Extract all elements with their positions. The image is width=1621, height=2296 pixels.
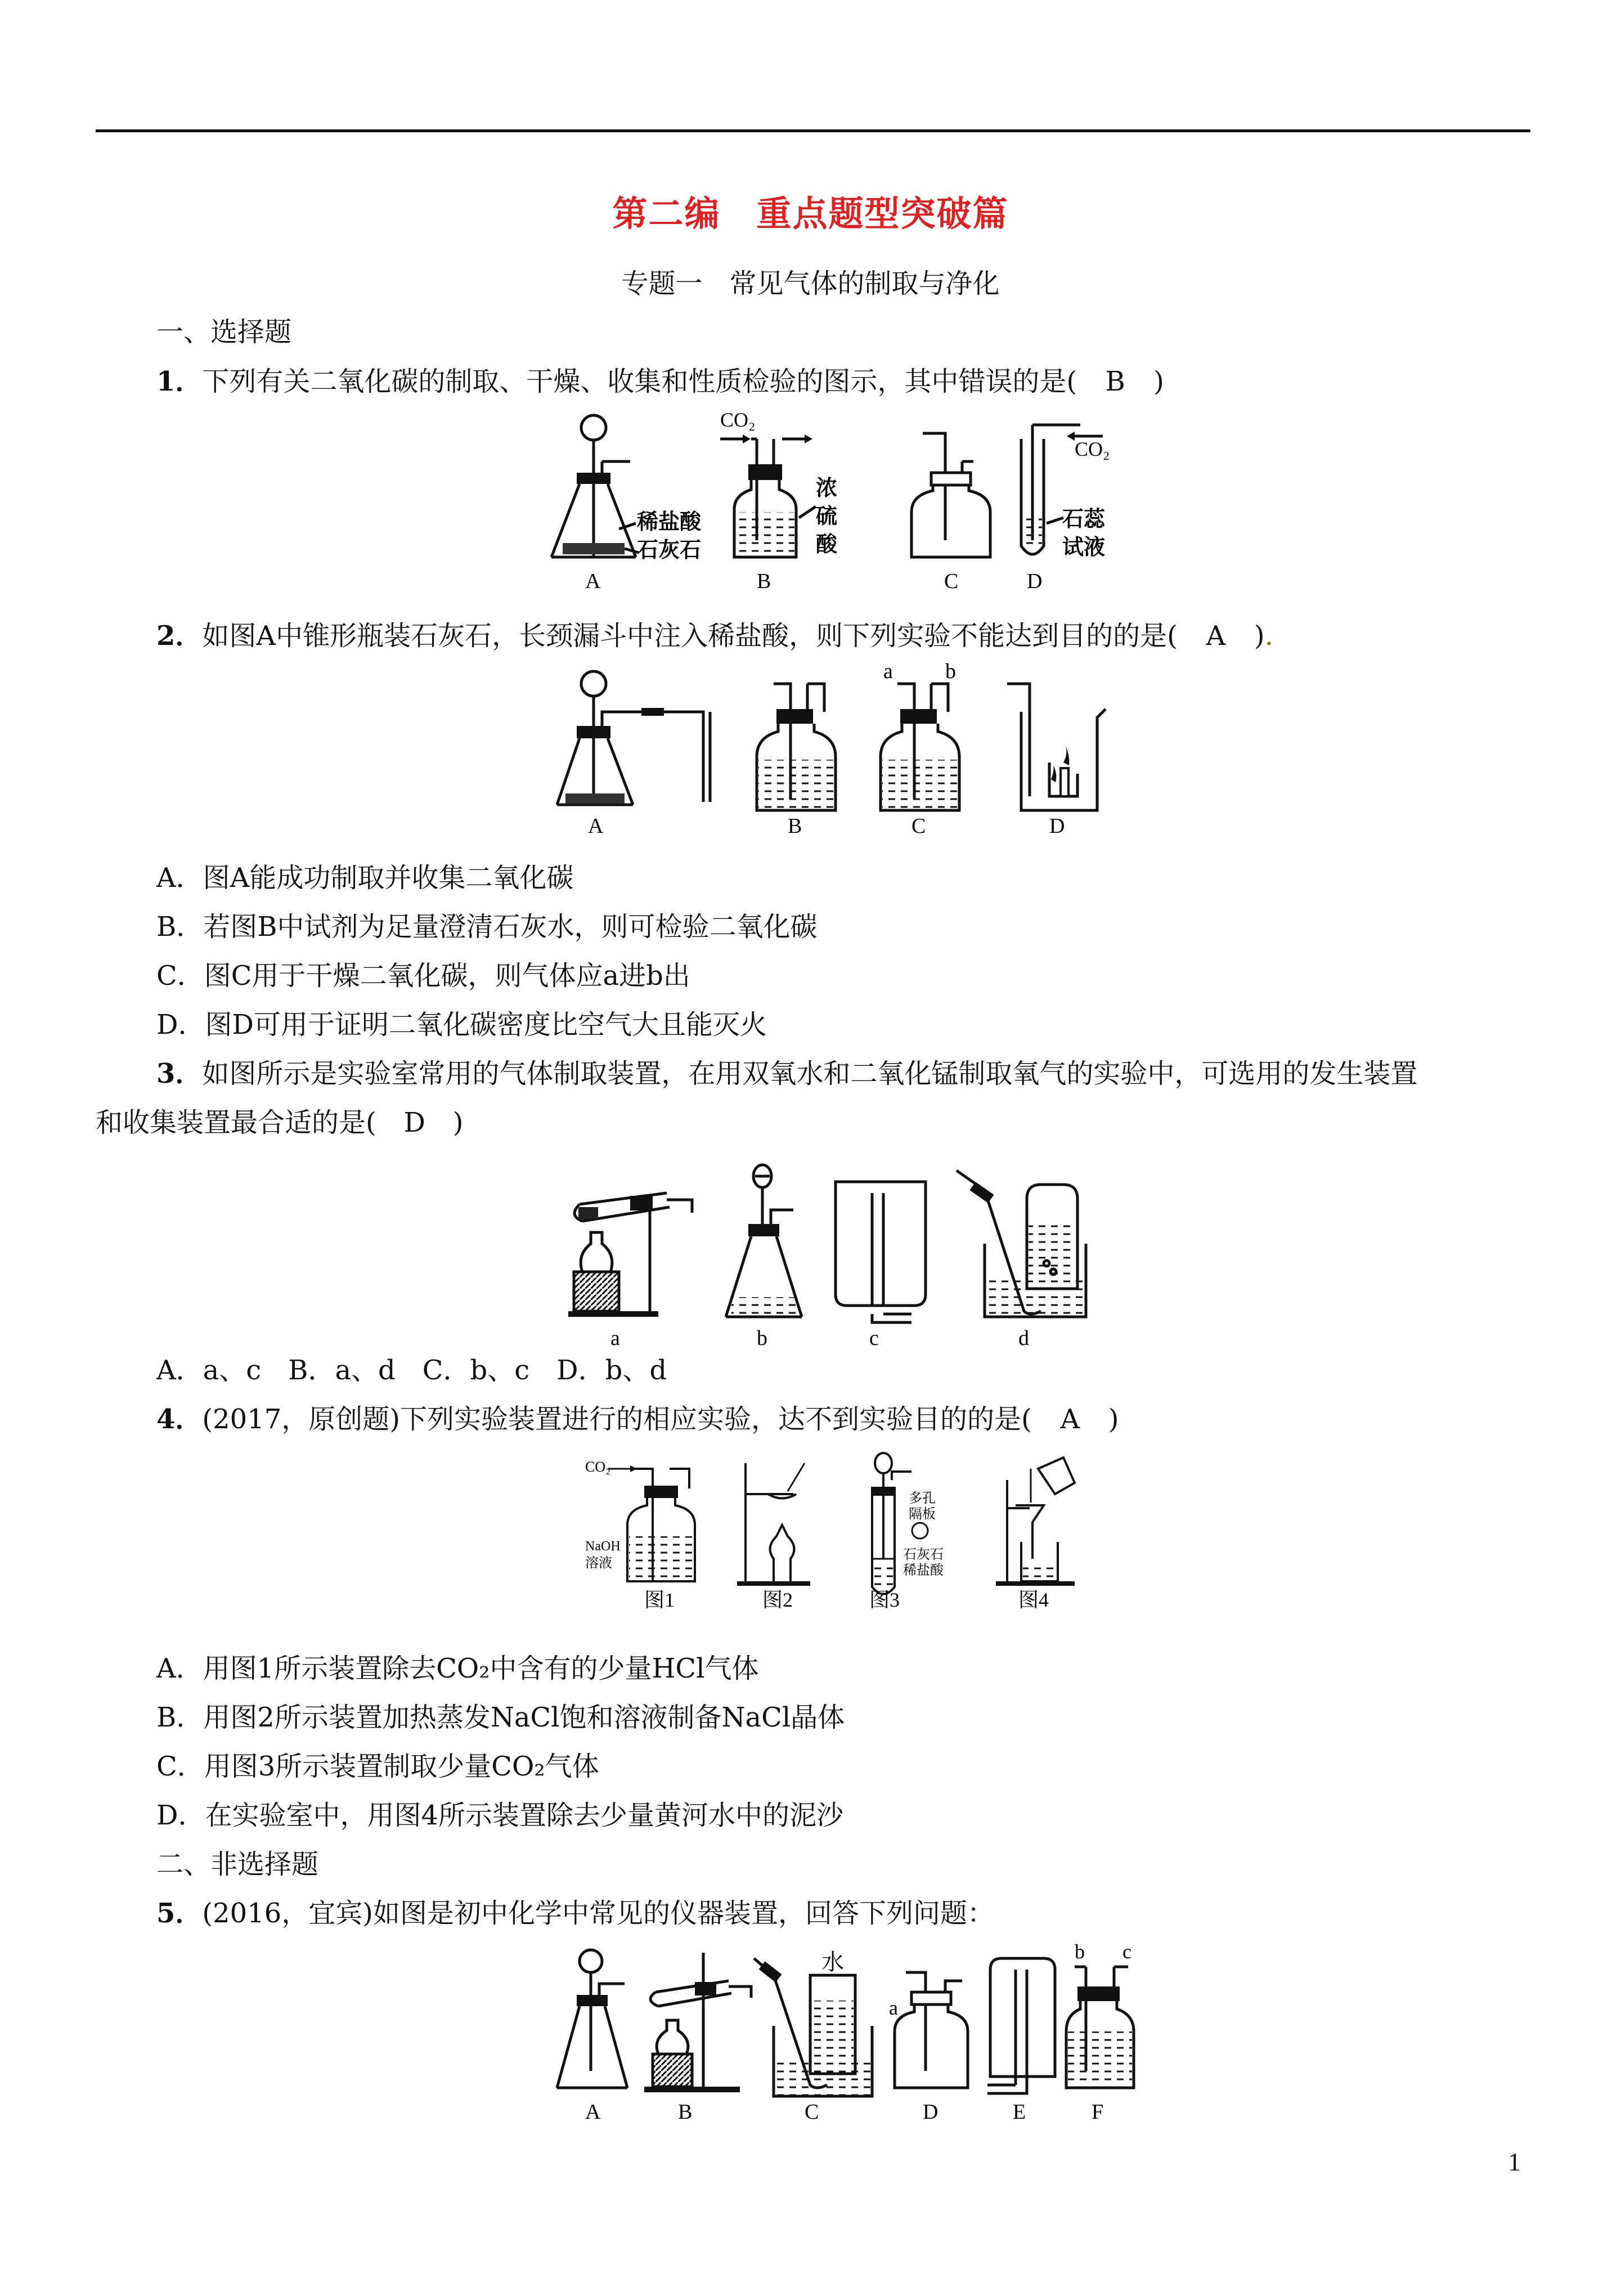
fig-label: F (1092, 2100, 1104, 2124)
apparatus-c (881, 660, 959, 838)
fig-label: D (923, 2100, 939, 2124)
label-conc: 浓 (816, 477, 838, 500)
question-3-line1 (156, 1057, 1417, 1091)
question-number: 2． (156, 620, 203, 652)
figure-2 (737, 1463, 810, 1611)
option-a: A．图A能成功制取并收集二氧化碳 (156, 862, 574, 894)
apparatus-d (1021, 425, 1110, 593)
apparatus-d (957, 1171, 1086, 1350)
option-a: A．用图1所示装置除去CO₂中含有的少量HCl气体 (156, 1653, 759, 1684)
port-b: b (1075, 1940, 1085, 1963)
fig-label: E (1013, 2100, 1026, 2124)
port-a: a (883, 660, 893, 683)
apparatus-d (1007, 684, 1106, 838)
q1-figure (540, 405, 1159, 602)
apparatus-a (557, 1950, 627, 2124)
label-co2: CO₂ (585, 1459, 611, 1475)
answer: A (1060, 1403, 1080, 1435)
bracket-close: ) (1153, 366, 1164, 397)
label-naoh-solution: 溶液 (585, 1556, 612, 1571)
section-heading-nonchoice: 二、非选择题 (156, 1849, 319, 1880)
bracket-close: ) (1108, 1403, 1119, 1435)
apparatus-c (836, 1182, 926, 1350)
apparatus-f (1066, 1940, 1134, 2124)
question-5 (156, 1896, 994, 1930)
option-c: C．图C用于干燥二氧化碳，则气体应a进b出 (156, 960, 690, 992)
option-b: B．用图2所示装置加热蒸发NaCl饱和溶液制备NaCl晶体 (156, 1702, 845, 1733)
q3-figure (557, 1159, 1120, 1356)
port-a: a (889, 1997, 898, 2019)
fig-label: B (788, 814, 802, 838)
question-2 (156, 619, 1273, 653)
port-b: b (945, 660, 956, 683)
stray-dot: . (1264, 620, 1273, 652)
apparatus-e (987, 1958, 1055, 2124)
apparatus-c (911, 433, 990, 593)
apparatus-a (557, 671, 710, 838)
answer: B (1105, 366, 1125, 397)
fig-label: 图3 (869, 1589, 900, 1611)
options-q3: A．a、c B．a、d C．b、c D．b、d (156, 1355, 667, 1386)
fig-label: 图4 (1018, 1589, 1049, 1611)
header-rule (96, 129, 1530, 132)
fig-label: b (757, 1326, 767, 1350)
figure-4 (996, 1458, 1075, 1611)
figure-3 (869, 1453, 944, 1611)
fig-label: C (805, 2100, 819, 2124)
option-d: D．图D可用于证明二氧化碳密度比空气大且能灭火 (156, 1009, 767, 1041)
page-title: 第二编 重点题型突破篇 (612, 193, 1009, 234)
fig-label: A (588, 814, 604, 838)
label-co2-d: CO₂ (1075, 438, 1110, 460)
apparatus-b (644, 1953, 751, 2124)
apparatus-b (720, 409, 838, 593)
apparatus-b (726, 1165, 802, 1350)
q5-figure (557, 1941, 1148, 2133)
question-text: 和收集装置最合适的是( (96, 1107, 376, 1138)
fig-label: 图1 (644, 1589, 675, 1611)
question-number: 4． (156, 1403, 203, 1435)
bracket-close: ) (1254, 620, 1265, 652)
fig-label: a (610, 1326, 620, 1350)
fig-label: C (944, 569, 959, 593)
port-c: c (1122, 1940, 1131, 1963)
option-d: D．在实验室中，用图4所示装置除去少量黄河水中的泥沙 (156, 1800, 844, 1831)
apparatus-a (551, 415, 702, 593)
question-text: 如图A中锥形瓶装石灰石，长颈漏斗中注入稀盐酸，则下列实验不能达到目的的是( (202, 620, 1178, 652)
question-text: (2017，原创题)下列实验装置进行的相应实验，达不到实验目的的是( (202, 1403, 1032, 1435)
option-b: B．若图B中试剂为足量澄清石灰水，则可检验二氧化碳 (156, 911, 818, 943)
label-co2-in: CO₂ (720, 409, 756, 431)
question-4 (156, 1402, 1119, 1436)
answer: A (1206, 620, 1226, 652)
fig-label: A (585, 2100, 601, 2124)
option-c: C．用图3所示装置制取少量CO₂气体 (156, 1751, 599, 1782)
apparatus-d (889, 1972, 968, 2124)
label-litmus: 石蕊 (1062, 508, 1106, 531)
fig-label: c (869, 1326, 879, 1350)
fig-label: D (1049, 814, 1065, 838)
label-acid-2: 酸 (816, 533, 838, 557)
section-heading-choice: 一、选择题 (156, 316, 292, 348)
label-limestone: 石灰石 (903, 1548, 944, 1562)
question-number: 1． (156, 366, 203, 397)
fig-label: B (757, 569, 771, 593)
label-solution: 试液 (1062, 536, 1106, 559)
apparatus-b (757, 684, 836, 838)
fig-label: d (1018, 1326, 1029, 1350)
question-3-line2 (96, 1106, 464, 1140)
question-number: 5． (156, 1898, 203, 1929)
figure-1 (585, 1459, 695, 1611)
label-limestone: 石灰石 (637, 539, 702, 562)
question-text: 如图所示是实验室常用的气体制取装置，在用双氧水和二氧化锰制取氧气的实验中，可选用的发生装置 (202, 1058, 1418, 1089)
apparatus-c (754, 1949, 872, 2124)
q2-figure (557, 661, 1153, 853)
label-plate: 隔板 (909, 1507, 936, 1522)
question-text: (2016，宜宾)如图是初中化学中常见的仪器装置，回答下列问题： (202, 1898, 995, 1929)
label-acid: 稀盐酸 (637, 510, 702, 534)
question-number: 3． (156, 1058, 203, 1089)
label-water: 水 (821, 1949, 844, 1975)
question-text: 下列有关二氧化碳的制取、干燥、收集和性质检验的图示，其中错误的是( (202, 366, 1077, 397)
fig-label: B (678, 2100, 693, 2124)
page-subtitle: 专题一 常见气体的制取与净化 (621, 268, 1000, 299)
bracket-close: ) (452, 1107, 464, 1138)
label-acid: 稀盐酸 (903, 1563, 944, 1578)
fig-label: C (911, 814, 926, 838)
apparatus-a (568, 1193, 692, 1350)
fig-label: 图2 (762, 1589, 793, 1611)
fig-label: D (1027, 569, 1043, 593)
label-porous: 多孔 (909, 1491, 936, 1506)
fig-label: A (585, 569, 601, 593)
question-1 (156, 365, 1164, 398)
label-sulfur: 硫 (816, 505, 838, 528)
label-naoh: NaOH (585, 1539, 621, 1554)
page-number: 1 (1508, 2147, 1521, 2176)
answer: D (403, 1107, 425, 1138)
q4-figure (585, 1446, 1120, 1615)
